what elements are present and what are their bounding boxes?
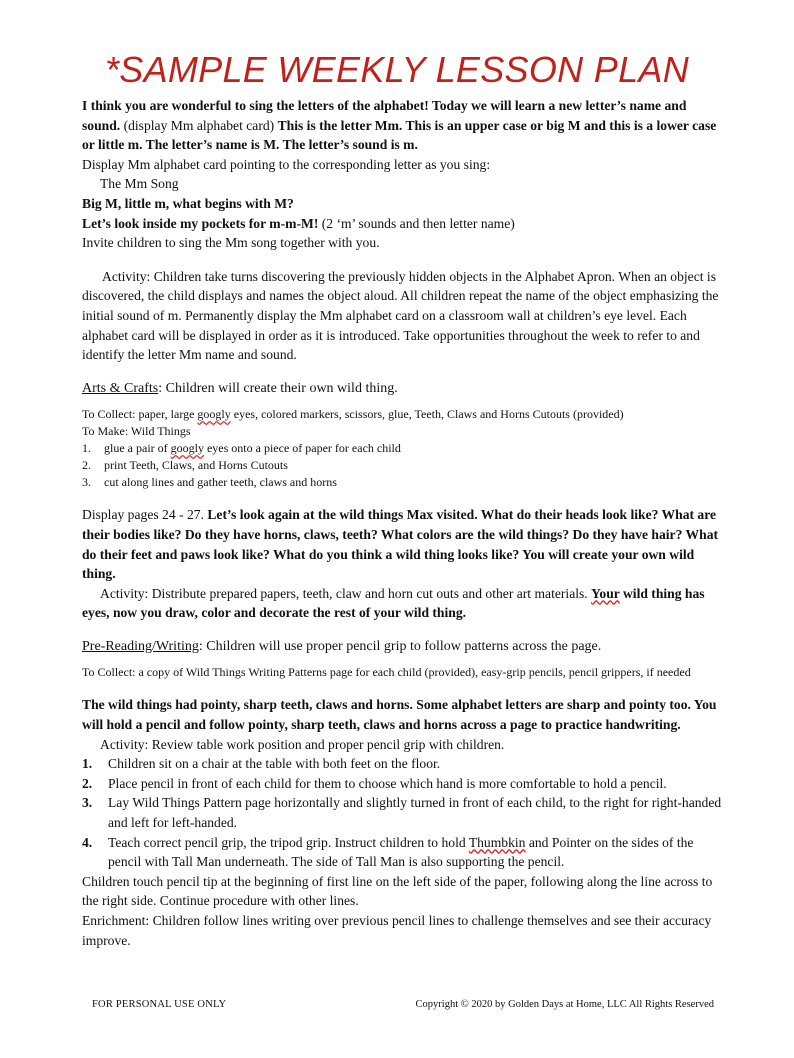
step-number: 1. — [82, 441, 91, 456]
prereading-activity: Activity: Review table work position and proper pencil grip with children. — [100, 736, 505, 752]
step-text: Place pencil in front of each child for them to choose which hand is more comfortable to hold a pencil. — [108, 775, 667, 791]
invite-line: Invite children to sing the Mm song together with you. — [82, 235, 380, 251]
step-text-rest: eyes onto a piece of paper for each child — [203, 441, 401, 456]
intro-bold-2: This is the letter Mm. This is an upper case or big M and this is a lower case or little m. The letter’s name is M. The letter’s sound is m. — [82, 117, 717, 153]
step-text: glue a pair of — [104, 441, 171, 456]
intro-plain-1: (display Mm alphabet card) — [120, 117, 278, 133]
step-number: 1. — [82, 756, 93, 772]
enrichment-paragraph: Enrichment: Children follow lines writing over previous pencil lines to challenge themselves and see their accuracy improve. — [82, 913, 712, 948]
touch-paragraph: Children touch pencil tip at the beginning of first line on the left side of the paper, following along the line across to the right side. Continue procedure with other lines. — [82, 873, 713, 909]
arts-collect — [82, 406, 722, 423]
step-text: Lay Wild Things Pattern page horizontally and slightly turned in front of each child, to the right for right-handed and left for left-handed. — [108, 795, 722, 831]
arts-collect-a: To Collect: paper, large — [82, 407, 198, 422]
step-text-wrapper — [108, 833, 722, 872]
prereading-heading-rest: : Children will use proper pencil grip to follow patterns across the page. — [198, 638, 602, 654]
arts-activity-paragraph — [82, 584, 722, 623]
list-item — [82, 793, 722, 832]
step-number: 3. — [82, 795, 93, 811]
arts-activity-your: Your — [591, 585, 620, 601]
intro-paragraph — [82, 96, 722, 155]
arts-collect-b: eyes, colored markers, scissors, glue, Teeth, Claws and Horns Cutouts (provided) — [230, 407, 624, 422]
list-item — [82, 774, 722, 794]
step-number: 2. — [82, 458, 91, 473]
arts-crafts-heading-rest: : Children will create their own wild thing. — [158, 380, 398, 396]
arts-activity-bold: wild thing has eyes, now you draw, color and decorate the rest of your wild thing. — [82, 585, 705, 621]
display-line: Display Mm alphabet card pointing to the corresponding letter as you sing: — [82, 156, 491, 172]
arts-crafts-heading — [82, 379, 722, 399]
arts-crafts-title: Arts & Crafts — [82, 380, 159, 396]
arts-make: To Make: Wild Things — [82, 424, 191, 439]
prereading-title: Pre-Reading/Writing — [82, 638, 199, 654]
step-text: Teach correct pencil grip, the tripod grip. Instruct children to hold — [108, 834, 469, 850]
list-item — [82, 833, 722, 872]
step-text-rest: and Pointer on the sides of the pencil with Tall Man underneath. The side of Tall Man is also supporting the pencil. — [108, 834, 694, 870]
arts-steps-list — [82, 440, 722, 491]
step-number: 3. — [82, 475, 91, 490]
step-text-googly: googly — [170, 441, 204, 456]
song-line-2-bold: Let’s look inside my pockets for m-m-M! — [82, 215, 319, 231]
lesson-body — [82, 96, 722, 950]
prereading-bold-paragraph: The wild things had pointy, sharp teeth, claws and horns. Some alphabet letters are sharp and pointy too. You will hold a pencil and follow pointy, sharp teeth, claws and horns across a page to practice handwriting. — [82, 697, 717, 733]
song-line-2-plain: (2 ‘m’ sounds and then letter name) — [318, 215, 515, 231]
prereading-collect: To Collect: a copy of Wild Things Writing Patterns page for each child (provided), easy-grip pencils, pencil grippers, if needed — [82, 665, 691, 680]
arts-display-paragraph — [82, 505, 722, 583]
song-title: The Mm Song — [100, 176, 179, 192]
step-number: 4. — [82, 834, 93, 850]
list-item — [82, 457, 722, 474]
page-title: *SAMPLE WEEKLY LESSON PLAN — [104, 49, 690, 90]
song-line-2 — [82, 214, 722, 234]
intro-bold-1: I think you are wonderful to sing the letters of the alphabet! Today we will learn a new letter’s name and sound. — [82, 98, 687, 133]
list-item — [82, 440, 722, 457]
arts-display-plain: Display pages 24 - 27. — [82, 507, 208, 523]
prereading-steps-list — [82, 754, 722, 872]
song-line-1: Big M, little m, what begins with M? — [82, 195, 294, 211]
step-text: Children sit on a chair at the table with both feet on the floor. — [108, 756, 441, 772]
list-item — [82, 474, 722, 491]
step-number: 2. — [82, 775, 93, 791]
step-text-thumbkin: Thumbkin — [468, 834, 526, 850]
prereading-heading — [82, 637, 722, 657]
footer-personal-use: FOR PERSONAL USE ONLY — [92, 999, 227, 1010]
list-item — [82, 754, 722, 774]
footer-copyright: Copyright © 2020 by Golden Days at Home, LLC All Rights Reserved — [415, 999, 714, 1010]
step-text: cut along lines and gather teeth, claws and horns — [104, 475, 337, 490]
arts-collect-googly: googly — [197, 407, 231, 422]
activity-paragraph-1: Activity: Children take turns discovering the previously hidden objects in the Alphabet Apron. When an object is discovered, the child displays and names the object aloud. All children repeat the name of the object emphasizing the initial sound of m. Permanently display the Mm alphabet card on a classroom wall at children’s eye level. Each alphabet card will be displayed in order as it is introduced. Take opportunities throughout the week to refer to and identify the letter Mm name and sound. — [82, 268, 719, 363]
arts-display-bold: Let’s look again at the wild things Max visited. What do their heads look like? What are their bodies like? Do they have horns, claws, teeth? What colors are the wild things? Do they have hair? What do their feet and paws look like? What do you think a wild thing looks like? You will create your own wild thing. — [82, 507, 719, 582]
arts-activity-plain: Activity: Distribute prepared papers, teeth, claw and horn cut outs and other art materials. — [100, 585, 592, 601]
step-text: print Teeth, Claws, and Horns Cutouts — [104, 458, 288, 473]
